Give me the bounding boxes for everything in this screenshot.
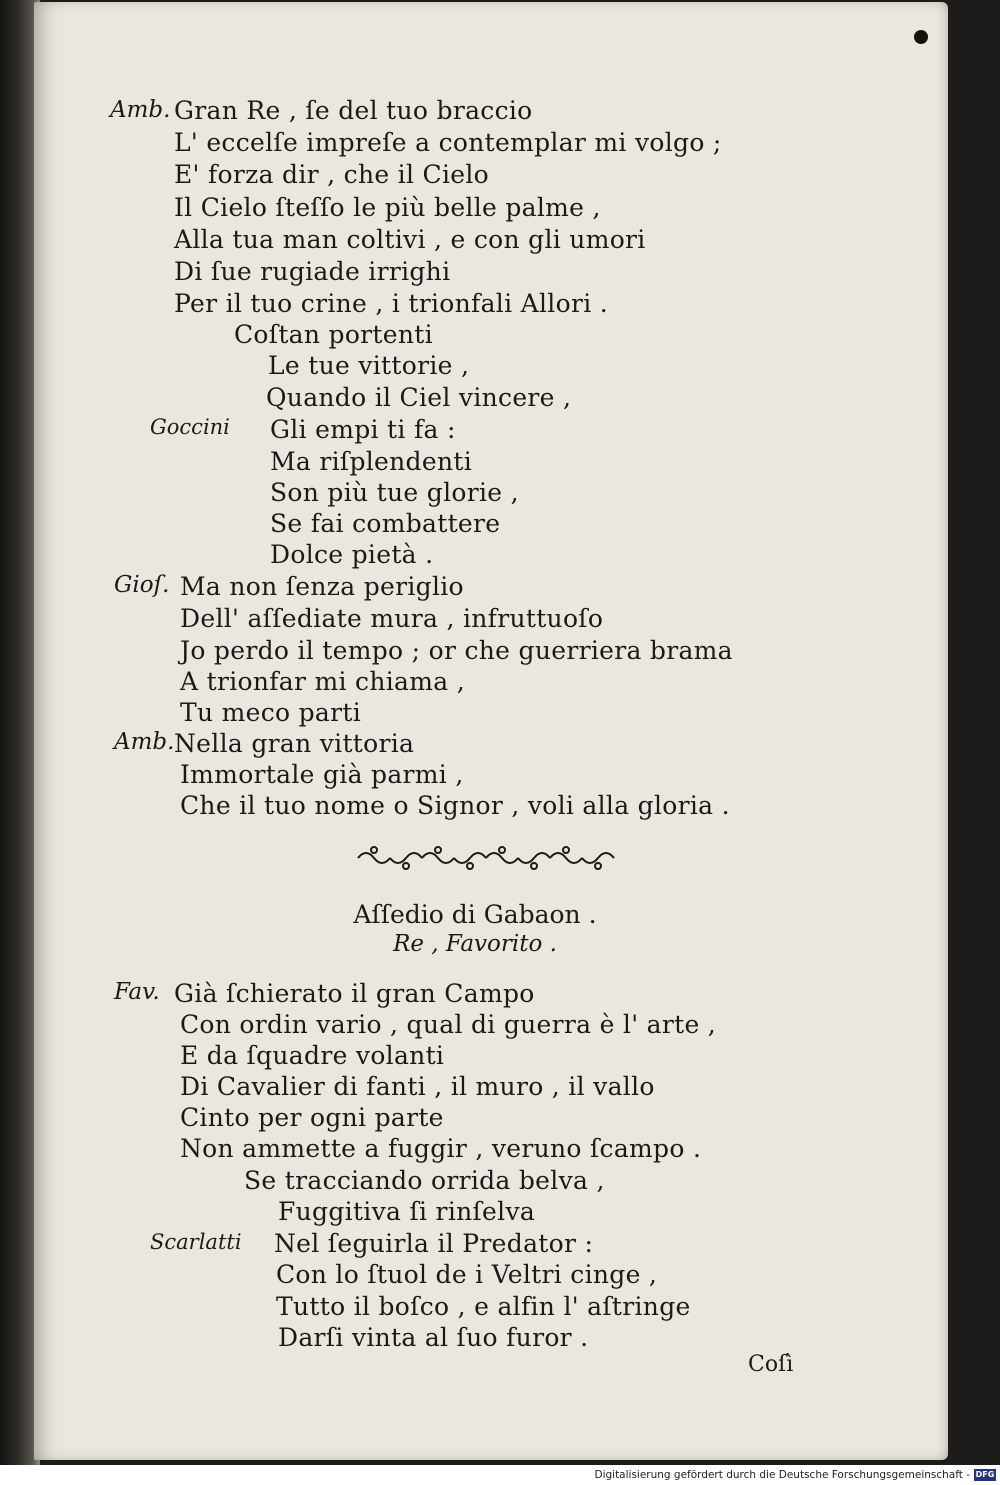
- speaker-label-goccini: Goccini: [150, 415, 230, 439]
- verse-line: Già ſchierato il gran Campo: [174, 979, 535, 1008]
- book-page: [34, 2, 948, 1460]
- verse-line: Se fai combattere: [270, 509, 501, 538]
- verse-line: Di Cavalier di fanti , il muro , il vallo: [180, 1072, 655, 1101]
- catchword: Coſì: [748, 1352, 794, 1377]
- verse-line: L' eccelſe impreſe a contemplar mi volgo ;: [174, 128, 722, 157]
- verse-line: Cinto per ogni parte: [180, 1103, 444, 1132]
- digitization-footer: [0, 1465, 1000, 1485]
- verse-line: E' forza dir , che il Cielo: [174, 160, 489, 189]
- verse-line: Alla tua man coltivi , e con gli umori: [174, 225, 646, 254]
- verse-line: Di ſue rugiade irrighi: [174, 257, 451, 286]
- page-hole: [914, 30, 928, 44]
- verse-line: Il Cielo ſteſſo le più belle palme ,: [174, 193, 601, 222]
- verse-line: Nel ſeguirla il Predator :: [274, 1229, 594, 1258]
- speaker-label-fav: Fav.: [114, 979, 160, 1005]
- verse-line: Che il tuo nome o Signor , voli alla gloria .: [180, 791, 730, 820]
- scene-characters: Re , Favorito .: [393, 931, 557, 957]
- dfg-logo: DFG: [975, 1470, 995, 1479]
- verse-line: Coſtan portenti: [234, 320, 433, 349]
- verse-line: Se tracciando orrida belva ,: [244, 1166, 605, 1195]
- verse-line: Dell' aſſediate mura , infruttuoſo: [180, 604, 604, 633]
- verse-line: Gli empi ti fa :: [270, 415, 456, 444]
- verse-line: E da ſquadre volanti: [180, 1041, 445, 1070]
- verse-line: Con ordin vario , qual di guerra è l' arte ,: [180, 1010, 717, 1039]
- verse-line: Le tue vittorie ,: [268, 351, 470, 380]
- verse-line: Quando il Ciel vincere ,: [266, 383, 572, 412]
- printers-ornament: [354, 842, 624, 874]
- verse-line: Tu meco parti: [180, 698, 362, 727]
- speaker-label-scarlatti: Scarlatti: [150, 1230, 242, 1254]
- verse-line: Fuggitiva ſi rinſelva: [278, 1197, 536, 1226]
- verse-line: Son più tue glorie ,: [270, 478, 519, 507]
- verse-line: Non ammette a fuggir , veruno ſcampo .: [180, 1134, 702, 1163]
- verse-line: Immortale già parmi ,: [180, 760, 464, 789]
- footer-credit: Digitalisierung gefördert durch die Deutsche Forschungsgemeinschaft -: [594, 1469, 970, 1481]
- verse-line: Ma riſplendenti: [270, 447, 472, 476]
- verse-line: Ma non ſenza periglio: [180, 572, 464, 601]
- scene-title: Aſſedio di Gabaon .: [353, 900, 597, 929]
- verse-line: Jo perdo il tempo ; or che guerriera brama: [180, 636, 733, 665]
- verse-line: A trionfar mi chiama ,: [180, 667, 465, 696]
- verse-line: Darſi vinta al ſuo furor .: [278, 1323, 589, 1352]
- verse-line: Tutto il boſco , e alfin l' aſtringe: [276, 1292, 691, 1321]
- speaker-label-gios: Gioſ.: [114, 572, 170, 598]
- verse-line: Per il tuo crine , i trionfali Allori .: [174, 289, 608, 318]
- verse-line: Nella gran vittoria: [174, 729, 415, 758]
- speaker-label-amb: Amb.: [110, 97, 171, 123]
- verse-line: Con lo ſtuol de i Veltri cinge ,: [276, 1260, 658, 1289]
- verse-line: Dolce pietà .: [270, 540, 434, 569]
- speaker-label-amb-2: Amb.: [114, 729, 175, 755]
- verse-line: Gran Re , ſe del tuo braccio: [174, 96, 533, 125]
